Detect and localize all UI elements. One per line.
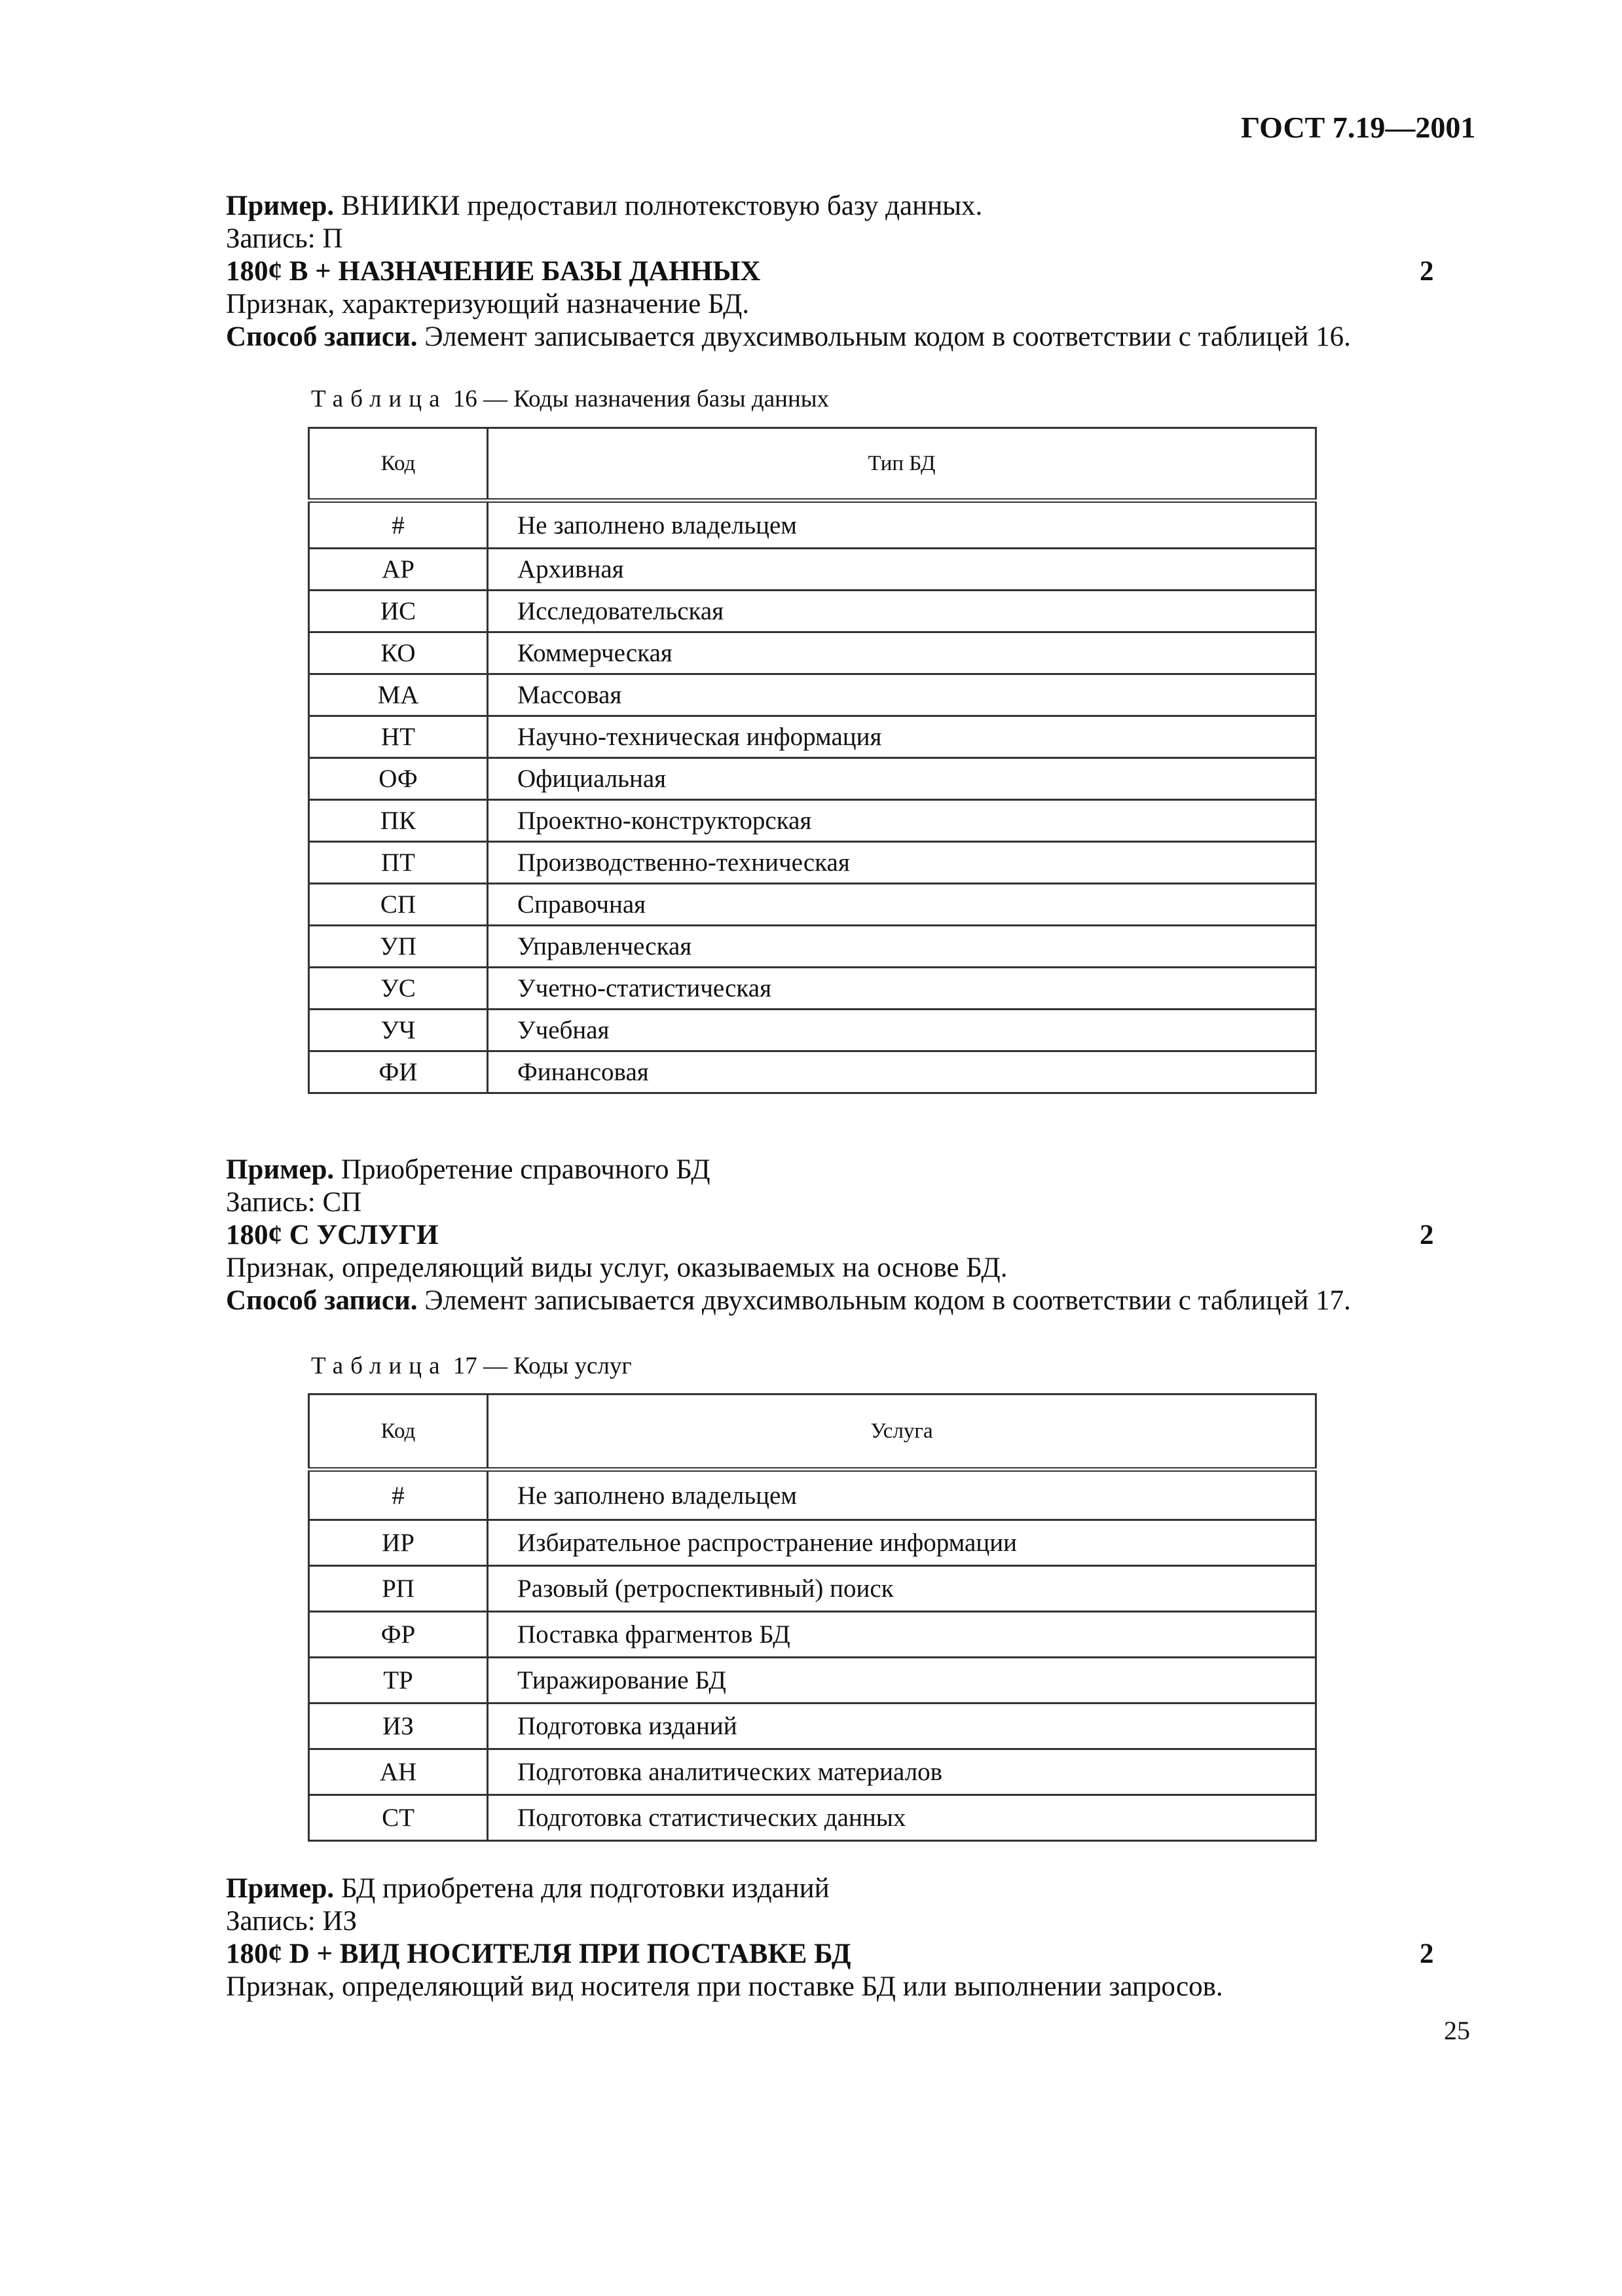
row-code: АН (309, 1749, 488, 1795)
method-label: Способ записи. (226, 1285, 418, 1316)
row-code: ТР (309, 1658, 488, 1704)
field-code: 180 (226, 1939, 268, 1969)
table-row (309, 591, 1316, 632)
row-code: УП (309, 926, 488, 968)
caption-word: Таблица (311, 1353, 447, 1379)
example-label: Пример. (226, 1154, 335, 1185)
table-row (309, 926, 1316, 968)
field-description: Признак, характеризующий назначение БД. (226, 289, 750, 319)
field-length: 2 (1420, 1220, 1434, 1250)
row-code: ПК (309, 800, 488, 842)
table-row (309, 1470, 1316, 1520)
field-heading (226, 255, 1536, 288)
table-row (309, 1010, 1316, 1051)
table-row (309, 501, 1316, 549)
table-header-service: Услуга (488, 1394, 1316, 1470)
table-row (309, 1612, 1316, 1658)
row-value: Управленческая (488, 926, 1316, 968)
row-value: Учетно-статистическая (488, 968, 1316, 1010)
table-header-code: Код (309, 1394, 488, 1470)
table-row (309, 549, 1316, 591)
row-code: ИЗ (309, 1704, 488, 1749)
field-code: 180 (226, 1220, 268, 1250)
table17-caption (311, 1352, 632, 1381)
table16 (308, 427, 1317, 1094)
row-code: СТ (309, 1795, 488, 1841)
field-heading (226, 1938, 1536, 1971)
row-value: Подготовка аналитических материалов (488, 1749, 1316, 1795)
subfield-title: ¢ D + ВИД НОСИТЕЛЯ ПРИ ПОСТАВКЕ БД (268, 1939, 851, 1969)
record-line: Запись: ИЗ (226, 1906, 358, 1937)
row-value: Финансовая (488, 1051, 1316, 1093)
field-code: 180 (226, 256, 268, 287)
row-value: Официальная (488, 758, 1316, 800)
row-code: ОФ (309, 758, 488, 800)
example-line (226, 1872, 1536, 1905)
row-value: Научно-техническая информация (488, 716, 1316, 758)
method-label: Способ записи. (226, 321, 418, 352)
row-code: МА (309, 674, 488, 716)
row-value: Справочная (488, 884, 1316, 926)
page-number: 25 (1444, 2016, 1470, 2045)
row-value: Поставка фрагментов БД (488, 1612, 1316, 1658)
method-line (226, 321, 1536, 354)
record-line: Запись: СП (226, 1187, 362, 1218)
document-code: ГОСТ 7.19—2001 (1241, 111, 1476, 144)
table-row (309, 1704, 1316, 1749)
table-header-type: Тип БД (488, 428, 1316, 501)
table16-caption (311, 385, 829, 414)
table-row (309, 884, 1316, 926)
row-value: Тиражирование БД (488, 1658, 1316, 1704)
table-row (309, 968, 1316, 1010)
row-code: # (309, 501, 488, 549)
field-length: 2 (1420, 1939, 1434, 1969)
row-value: Коммерческая (488, 632, 1316, 674)
caption-word: Таблица (311, 386, 447, 412)
record-line: Запись: П (226, 223, 343, 254)
row-code: # (309, 1470, 488, 1520)
table-row (309, 800, 1316, 842)
row-code: РП (309, 1566, 488, 1612)
row-value: Массовая (488, 674, 1316, 716)
example-text: ВНИИКИ предоставил полнотекстовую базу данных. (334, 191, 983, 221)
table-row (309, 1749, 1316, 1795)
example-line (226, 1154, 1536, 1186)
table-row (309, 632, 1316, 674)
example-text: БД приобретена для подготовки изданий (334, 1873, 830, 1904)
row-value: Исследовательская (488, 591, 1316, 632)
field-description: Признак, определяющий виды услуг, оказываемых на основе БД. (226, 1252, 1008, 1283)
row-value: Не заполнено владельцем (488, 1470, 1316, 1520)
caption-text: 17 — Коды услуг (452, 1353, 632, 1379)
table-row (309, 1051, 1316, 1093)
row-code: АР (309, 549, 488, 591)
row-code: ИР (309, 1520, 488, 1566)
row-code: ФИ (309, 1051, 488, 1093)
row-value: Избирательное распространение информации (488, 1520, 1316, 1566)
row-code: ФР (309, 1612, 488, 1658)
method-text: Элемент записывается двухсимвольным кодом в соответствии с таблицей 16. (417, 321, 1351, 352)
table-header-code: Код (309, 428, 488, 501)
field-heading (226, 1219, 1536, 1252)
row-value: Не заполнено владельцем (488, 501, 1316, 549)
row-code: УС (309, 968, 488, 1010)
table-row (309, 1566, 1316, 1612)
row-code: ПТ (309, 842, 488, 884)
row-code: УЧ (309, 1010, 488, 1051)
example-line (226, 190, 1536, 223)
row-code: НТ (309, 716, 488, 758)
field-description: Признак, определяющий вид носителя при поставке БД или выполнении запросов. (226, 1971, 1223, 2002)
table-row (309, 1520, 1316, 1566)
section-c (226, 1154, 1536, 1317)
field-length: 2 (1420, 256, 1434, 287)
table-row (309, 674, 1316, 716)
row-value: Учебная (488, 1010, 1316, 1051)
row-code: СП (309, 884, 488, 926)
section-b (226, 190, 1536, 354)
method-line (226, 1285, 1536, 1317)
example-label: Пример. (226, 1873, 335, 1904)
row-value: Архивная (488, 549, 1316, 591)
subfield-title: ¢ B + НАЗНАЧЕНИЕ БАЗЫ ДАННЫХ (268, 256, 761, 287)
row-value: Производственно-техническая (488, 842, 1316, 884)
row-code: КО (309, 632, 488, 674)
table-row (309, 1658, 1316, 1704)
table-row (309, 716, 1316, 758)
row-value: Подготовка статистических данных (488, 1795, 1316, 1841)
method-text: Элемент записывается двухсимвольным кодом в соответствии с таблицей 17. (417, 1285, 1351, 1316)
table-row (309, 1795, 1316, 1841)
caption-text: 16 — Коды назначения базы данных (452, 386, 830, 412)
table17 (308, 1393, 1317, 1842)
row-value: Подготовка изданий (488, 1704, 1316, 1749)
table-row (309, 758, 1316, 800)
subfield-title: ¢ C УСЛУГИ (268, 1220, 439, 1250)
table-row (309, 842, 1316, 884)
row-value: Разовый (ретроспективный) поиск (488, 1566, 1316, 1612)
example-label: Пример. (226, 191, 335, 221)
section-d (226, 1872, 1536, 2003)
example-text: Приобретение справочного БД (334, 1154, 710, 1185)
row-code: ИС (309, 591, 488, 632)
row-value: Проектно-конструкторская (488, 800, 1316, 842)
